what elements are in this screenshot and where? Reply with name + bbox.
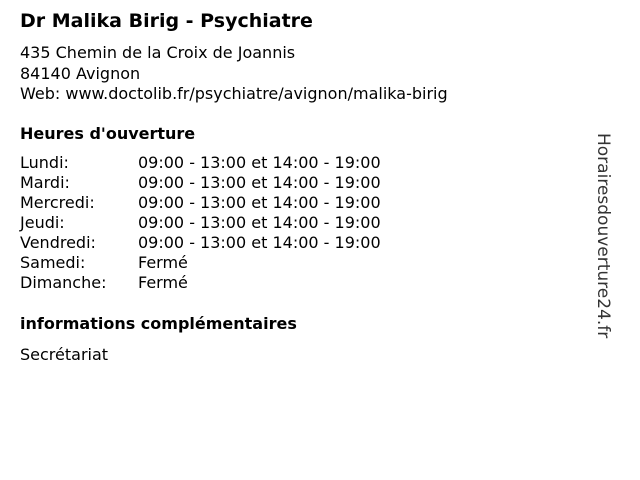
- hours-time: 09:00 - 13:00 et 14:00 - 19:00: [138, 153, 381, 172]
- hours-time: Fermé: [138, 273, 188, 292]
- hours-time: Fermé: [138, 253, 188, 272]
- hours-time: 09:00 - 13:00 et 14:00 - 19:00: [138, 193, 381, 212]
- address-city: 84140 Avignon: [20, 63, 141, 83]
- hours-time: 09:00 - 13:00 et 14:00 - 19:00: [138, 173, 381, 192]
- address-web: Web: www.doctolib.fr/psychiatre/avignon/malika-birig: [20, 84, 448, 103]
- watermark: Horairesdouverture24.fr: [593, 133, 613, 339]
- hours-day: Vendredi:: [20, 233, 96, 252]
- info-heading: informations complémentaires: [20, 314, 297, 333]
- hours-heading: Heures d'ouverture: [20, 124, 196, 143]
- hours-day: Mardi:: [20, 173, 70, 192]
- address-street: 435 Chemin de la Croix de Joannis: [20, 43, 296, 62]
- page-title: Dr Malika Birig - Psychiatre: [20, 10, 313, 32]
- address-block: [20, 43, 448, 105]
- hours-day: Samedi:: [20, 253, 86, 272]
- hours-time: 09:00 - 13:00 et 14:00 - 19:00: [138, 213, 381, 232]
- info-text: Secrétariat: [20, 345, 109, 364]
- hours-day: Lundi:: [20, 153, 69, 172]
- hours-time: 09:00 - 13:00 et 14:00 - 19:00: [138, 233, 381, 252]
- hours-day: Jeudi:: [20, 213, 65, 232]
- hours-day: Mercredi:: [20, 193, 95, 212]
- hours-day: Dimanche:: [20, 273, 107, 292]
